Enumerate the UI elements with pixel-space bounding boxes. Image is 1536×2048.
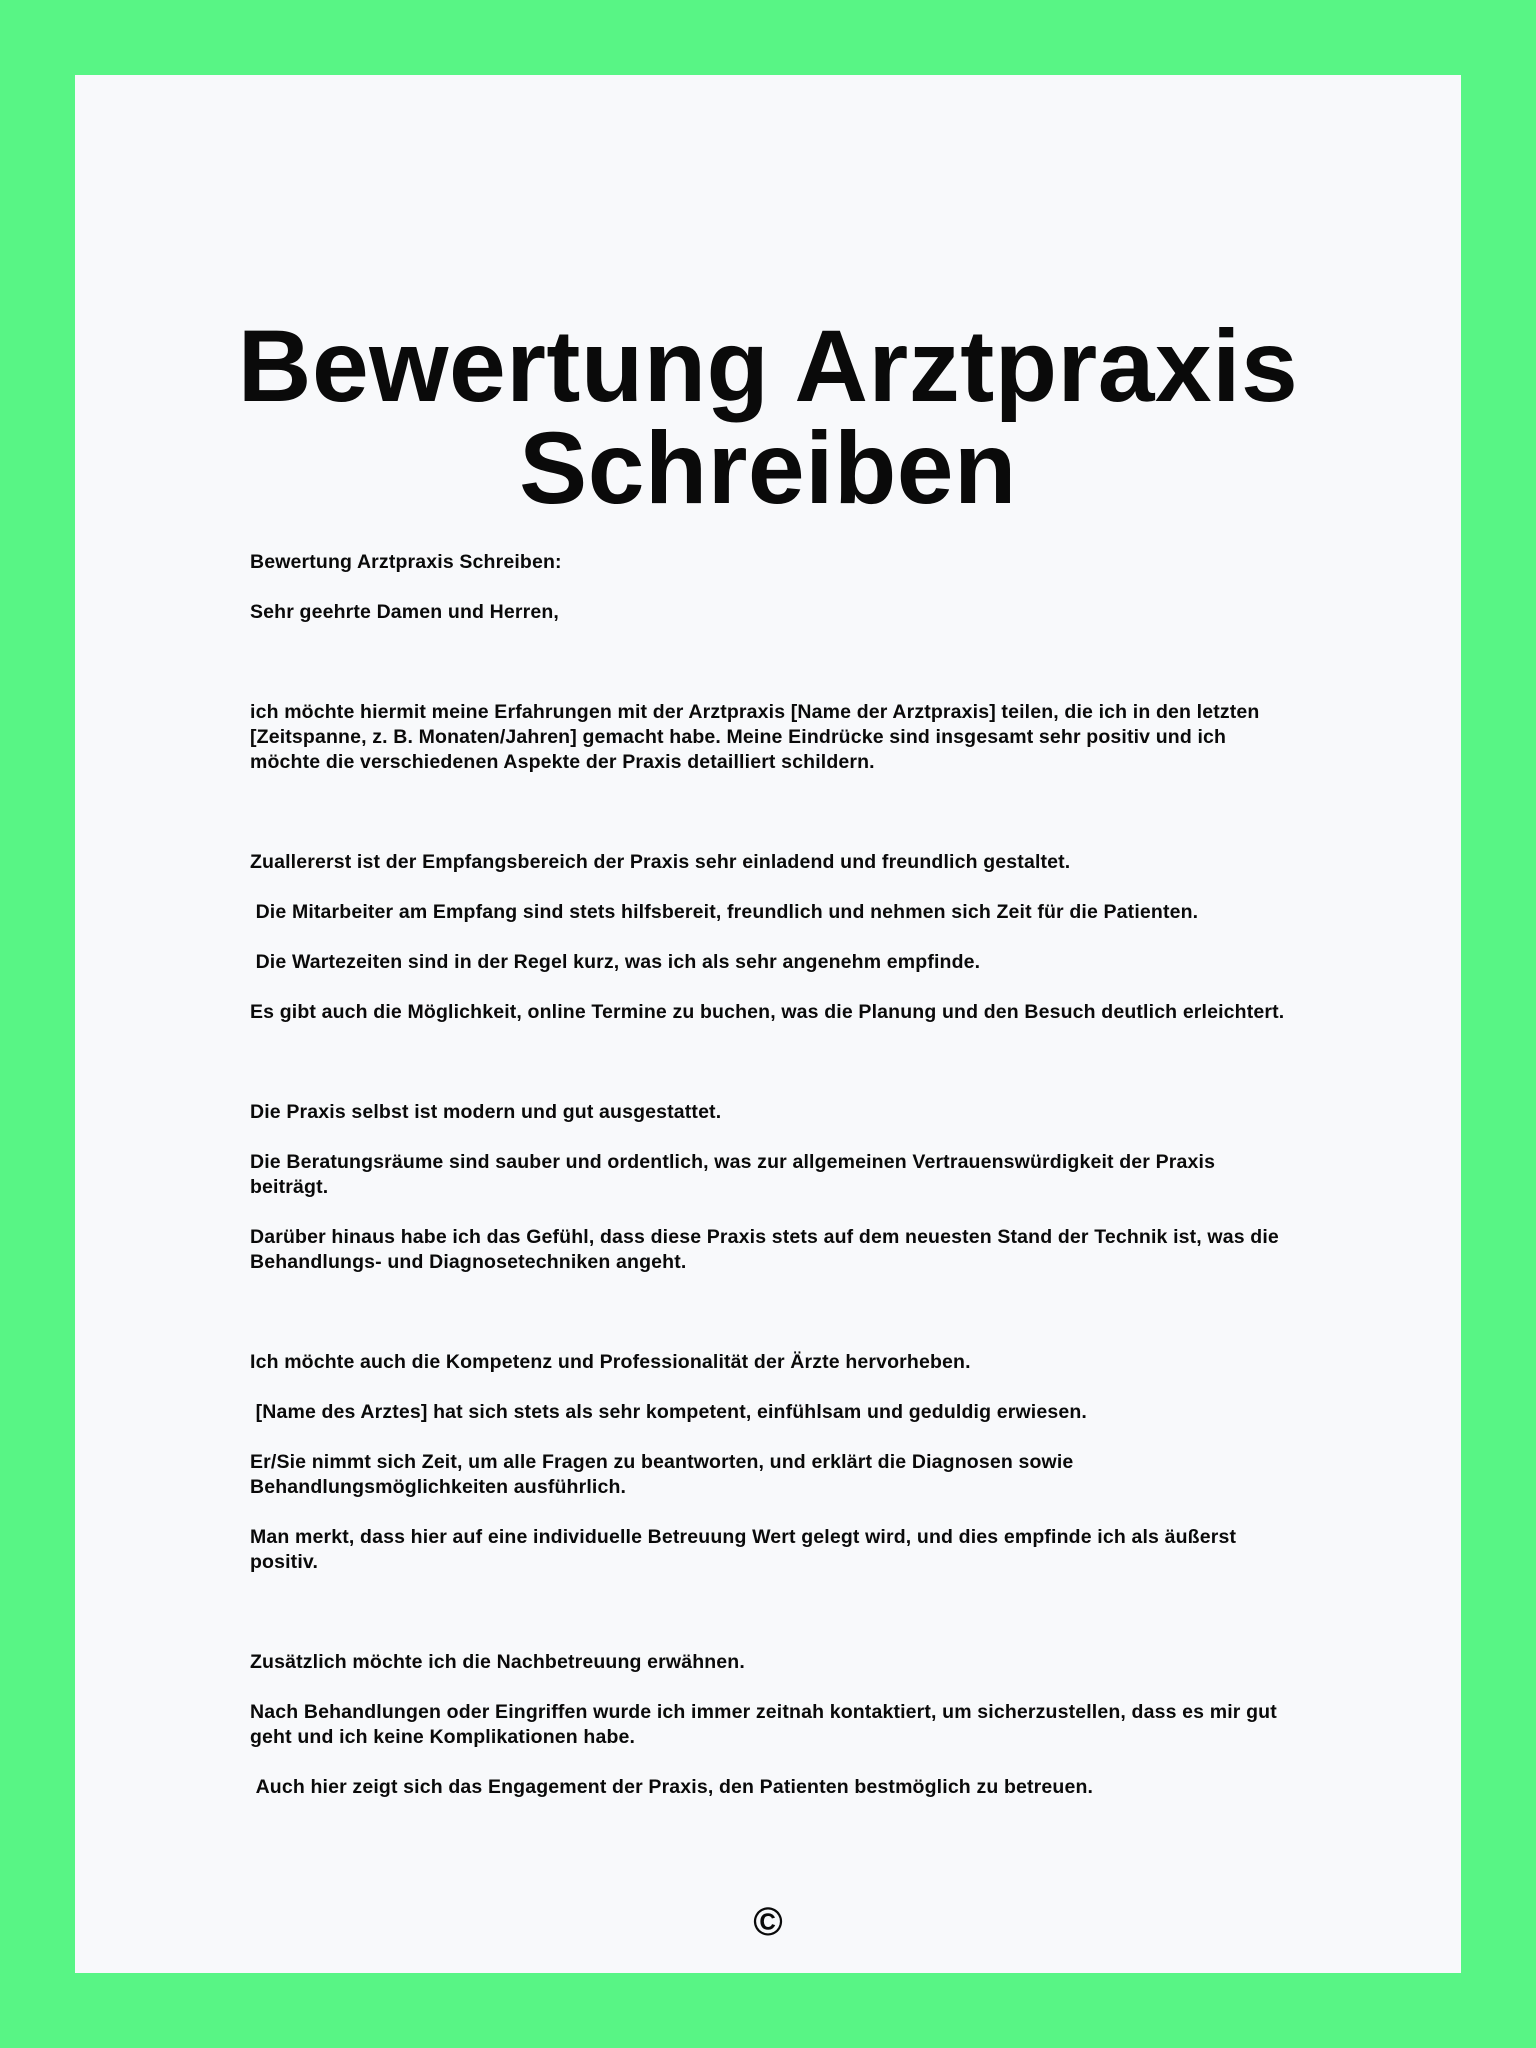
aftercare-paragraph: Zusätzlich möchte ich die Nachbetreuung erwähnen. [250, 1651, 745, 1673]
doctors-paragraph: Man merkt, dass hier auf eine individuelle Betreuung Wert gelegt wird, und dies empfinde ich als äußerst positiv. [250, 1526, 1242, 1573]
intro-paragraph: ich möchte hiermit meine Erfahrungen mit der Arztpraxis [Name der Arztpraxis] teilen, die ich in den letzten [Zeitspanne, z. B. Monaten/Jahren] gemacht habe. Meine Eindrücke sind insgesamt sehr positiv und ich möchte die verschiedenen Aspekte der Praxis detailliert schildern. [250, 701, 1266, 773]
page-title [75, 309, 1461, 525]
letter-heading: Bewertung Arztpraxis Schreiben: [250, 551, 562, 573]
title-line-2: Schreiben [519, 411, 1017, 525]
equipment-paragraph: Die Praxis selbst ist modern und gut ausgestattet. [250, 1101, 722, 1123]
equipment-paragraph: Die Beratungsräume sind sauber und ordentlich, was zur allgemeinen Vertrauenswürdigkeit der Praxis beiträgt. [250, 1151, 1221, 1198]
letter-body [250, 550, 1295, 1800]
equipment-paragraph: Darüber hinaus habe ich das Gefühl, dass diese Praxis stets auf dem neuesten Stand der Technik ist, was die Behandlungs- und Diagnosetechniken angeht. [250, 1226, 1285, 1273]
reception-paragraph: Die Wartezeiten sind in der Regel kurz, was ich als sehr angenehm empfinde. [250, 951, 981, 973]
reception-paragraph: Zuallererst ist der Empfangsbereich der Praxis sehr einladend und freundlich gestaltet. [250, 851, 1071, 873]
aftercare-paragraph: Nach Behandlungen oder Eingriffen wurde ich immer zeitnah kontaktiert, um sicherzustellen, dass es mir gut geht und ich keine Komplikationen habe. [250, 1701, 1283, 1748]
copyright-symbol: © [753, 1900, 783, 1944]
doctors-paragraph: Er/Sie nimmt sich Zeit, um alle Fragen zu beantworten, und erklärt die Diagnosen sowie Behandlungsmöglichkeiten ausführlich. [250, 1451, 1079, 1498]
aftercare-paragraph: Auch hier zeigt sich das Engagement der Praxis, den Patienten bestmöglich zu betreuen. [250, 1776, 1094, 1798]
salutation: Sehr geehrte Damen und Herren, [250, 601, 559, 623]
doctors-paragraph: Ich möchte auch die Kompetenz und Professionalität der Ärzte hervorheben. [250, 1351, 971, 1373]
title-line-1: Bewertung Arztpraxis [237, 309, 1299, 423]
reception-paragraph: Es gibt auch die Möglichkeit, online Termine zu buchen, was die Planung und den Besuch deutlich erleichtert. [250, 1001, 1285, 1023]
doctors-paragraph: [Name des Arztes] hat sich stets als sehr kompetent, einfühlsam und geduldig erwiesen. [250, 1401, 1087, 1423]
reception-paragraph: Die Mitarbeiter am Empfang sind stets hilfsbereit, freundlich und nehmen sich Zeit für die Patienten. [250, 901, 1199, 923]
document-page [75, 75, 1461, 1973]
